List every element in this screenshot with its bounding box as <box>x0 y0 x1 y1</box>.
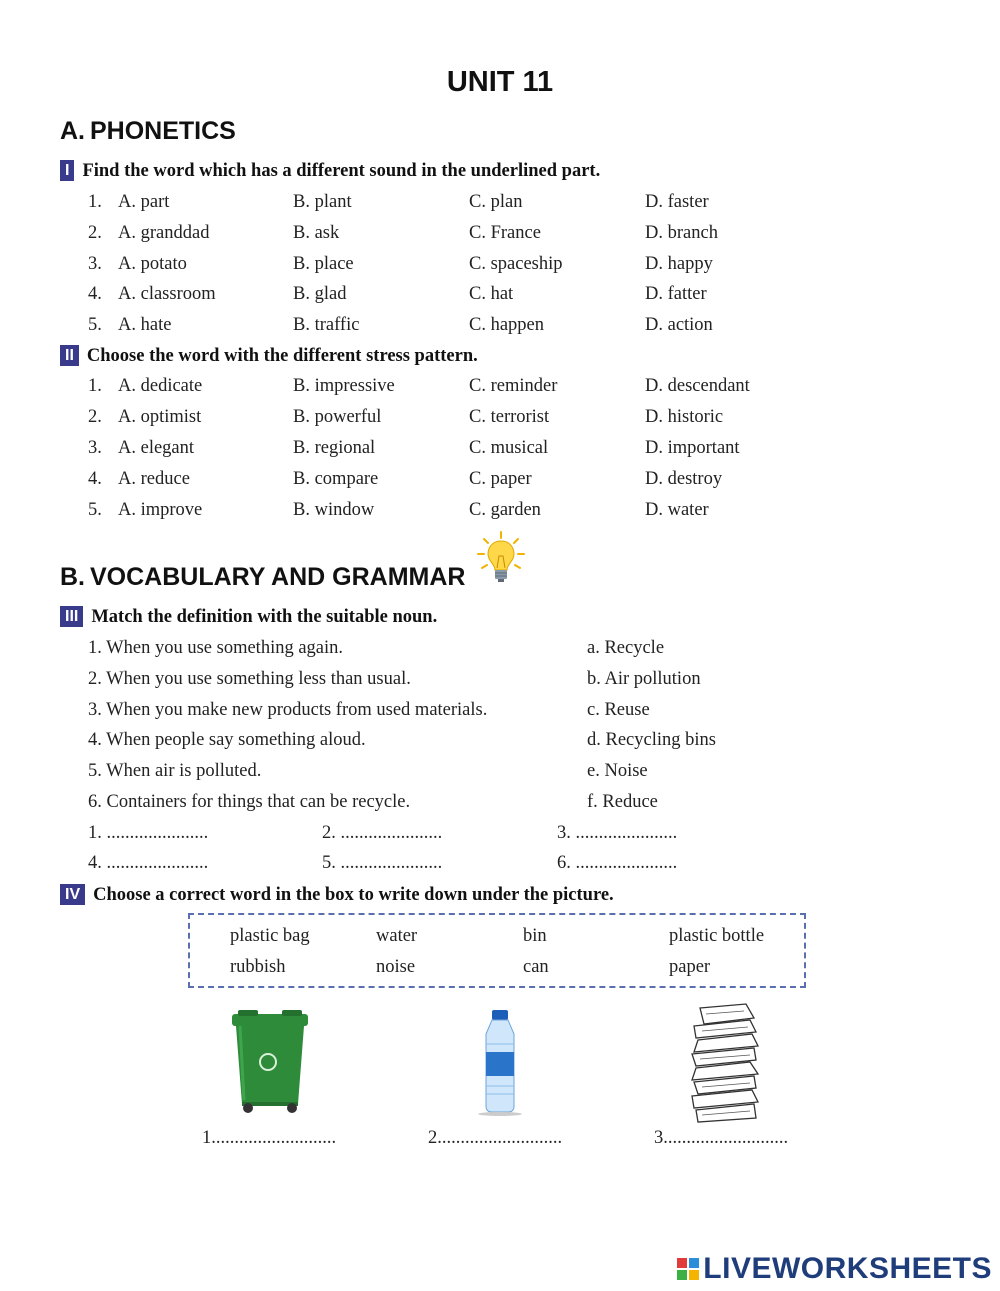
task-1-row <box>88 284 788 312</box>
match-answer-blank[interactable]: 2. ...................... <box>322 823 443 843</box>
task-4-instruction: Choose a correct word in the box to write down under the picture. <box>93 885 614 905</box>
option-b: B. impressive <box>293 376 395 396</box>
section-b-heading <box>60 563 465 592</box>
section-a-letter: A. <box>60 117 85 145</box>
item-number: 3. <box>88 438 102 458</box>
option-b: B. glad <box>293 284 347 304</box>
item-number: 3. <box>88 254 102 274</box>
task-2-row <box>88 469 788 497</box>
definition: 4. When people say something aloud. <box>88 730 366 750</box>
word-box-item: paper <box>669 957 711 977</box>
option-b: B. traffic <box>293 315 360 335</box>
task-2-heading <box>60 345 478 367</box>
option-a: A. reduce <box>118 469 190 489</box>
task-3-heading <box>60 606 437 628</box>
task-1-badge: I <box>60 160 74 181</box>
option-b: B. window <box>293 500 375 520</box>
section-a-heading <box>60 117 236 146</box>
option-a: A. hate <box>118 315 172 335</box>
task-2-row <box>88 438 788 466</box>
green-bin-picture <box>228 1010 312 1114</box>
option-d: D. fatter <box>645 284 707 304</box>
task-2-instruction: Choose the word with the different stress pattern. <box>86 346 478 366</box>
noun-option: b. Air pollution <box>587 669 701 689</box>
option-c: C. hat <box>469 284 514 304</box>
option-c: C. reminder <box>469 376 558 396</box>
liveworksheets-logo <box>677 1252 992 1286</box>
item-number: 2. <box>88 407 102 427</box>
word-box-item: bin <box>523 926 547 946</box>
task-1-row <box>88 223 788 251</box>
item-number: 1. <box>88 192 102 212</box>
task-4-heading <box>60 884 614 906</box>
option-d: D. historic <box>645 407 724 427</box>
definition: 1. When you use something again. <box>88 638 344 658</box>
task-3-badge: III <box>60 606 83 627</box>
definition: 6. Containers for things that can be recycle. <box>88 792 411 812</box>
option-d: D. action <box>645 315 713 335</box>
page-title: UNIT 11 <box>446 66 554 98</box>
option-d: D. important <box>645 438 740 458</box>
match-answer-blank[interactable]: 4. ...................... <box>88 853 209 873</box>
task-1-heading <box>60 160 600 182</box>
section-a-title: PHONETICS <box>90 117 236 145</box>
option-b: B. ask <box>293 223 340 243</box>
task-2-row <box>88 407 788 435</box>
word-box-item: can <box>523 957 549 977</box>
picture-answer-blank[interactable]: 2........................... <box>428 1128 563 1148</box>
item-number: 1. <box>88 376 102 396</box>
option-a: A. part <box>118 192 170 212</box>
option-c: C. terrorist <box>469 407 550 427</box>
paper-stack-picture <box>688 1002 762 1124</box>
option-b: B. regional <box>293 438 376 458</box>
noun-option: f. Reduce <box>587 792 658 812</box>
definition: 2. When you use something less than usual. <box>88 669 411 689</box>
item-number: 4. <box>88 469 102 489</box>
word-box-item: plastic bag <box>230 926 310 946</box>
noun-option: e. Noise <box>587 761 648 781</box>
word-box-item: rubbish <box>230 957 286 977</box>
option-b: B. powerful <box>293 407 382 427</box>
option-a: A. elegant <box>118 438 195 458</box>
option-c: C. France <box>469 223 541 243</box>
definition: 5. When air is polluted. <box>88 761 262 781</box>
task-2-row <box>88 500 788 528</box>
option-a: A. classroom <box>118 284 216 304</box>
task-1-row <box>88 254 788 282</box>
option-c: C. happen <box>469 315 545 335</box>
option-c: C. musical <box>469 438 549 458</box>
noun-option: c. Reuse <box>587 700 650 720</box>
option-d: D. descendant <box>645 376 750 396</box>
option-c: C. plan <box>469 192 523 212</box>
item-number: 5. <box>88 315 102 335</box>
lightbulb-icon <box>476 530 526 586</box>
task-1-instruction: Find the word which has a different sound in the underlined part. <box>82 161 601 181</box>
match-answer-blank[interactable]: 3. ...................... <box>557 823 678 843</box>
noun-option: d. Recycling bins <box>587 730 716 750</box>
item-number: 4. <box>88 284 102 304</box>
option-c: C. spaceship <box>469 254 563 274</box>
water-bottle-picture <box>470 1008 530 1116</box>
option-c: C. garden <box>469 500 541 520</box>
section-b-title: VOCABULARY AND GRAMMAR <box>90 563 466 591</box>
option-a: A. optimist <box>118 407 202 427</box>
word-box-item: plastic bottle <box>669 926 765 946</box>
section-b-letter: B. <box>60 563 85 591</box>
option-d: D. faster <box>645 192 709 212</box>
option-c: C. paper <box>469 469 532 489</box>
task-2-badge: II <box>60 345 79 366</box>
brand-name: LIVEWORKSHEETS <box>703 1252 992 1285</box>
option-d: D. destroy <box>645 469 723 489</box>
match-answer-blank[interactable]: 6. ...................... <box>557 853 678 873</box>
word-box-item: water <box>376 926 418 946</box>
option-b: B. compare <box>293 469 379 489</box>
picture-answer-blank[interactable]: 1........................... <box>202 1128 337 1148</box>
option-a: A. improve <box>118 500 203 520</box>
option-d: D. happy <box>645 254 713 274</box>
definition: 3. When you make new products from used materials. <box>88 700 488 720</box>
match-answer-blank[interactable]: 1. ...................... <box>88 823 209 843</box>
item-number: 5. <box>88 500 102 520</box>
option-d: D. water <box>645 500 709 520</box>
option-d: D. branch <box>645 223 718 243</box>
option-a: A. potato <box>118 254 187 274</box>
word-box-item: noise <box>376 957 416 977</box>
option-a: A. dedicate <box>118 376 203 396</box>
task-1-row <box>88 315 788 343</box>
option-b: B. place <box>293 254 354 274</box>
task-4-badge: IV <box>60 884 85 905</box>
option-b: B. plant <box>293 192 352 212</box>
item-number: 2. <box>88 223 102 243</box>
logo-mark-icon <box>677 1258 699 1280</box>
noun-option: a. Recycle <box>587 638 665 658</box>
match-answer-blank[interactable]: 5. ...................... <box>322 853 443 873</box>
option-a: A. granddad <box>118 223 210 243</box>
picture-answer-blank[interactable]: 3........................... <box>654 1128 789 1148</box>
task-3-instruction: Match the definition with the suitable noun. <box>91 607 438 627</box>
task-2-row <box>88 376 788 404</box>
task-1-row <box>88 192 788 220</box>
